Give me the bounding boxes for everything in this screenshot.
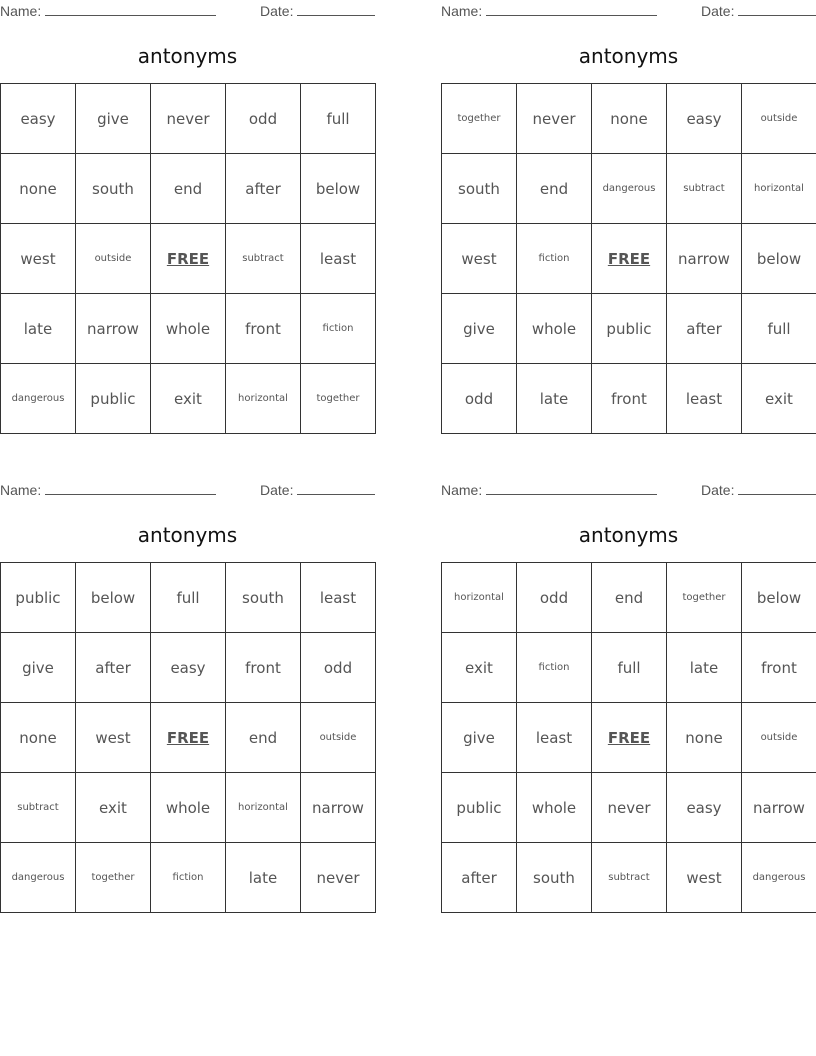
date-blank-line	[297, 482, 375, 495]
bingo-card	[0, 479, 375, 887]
word-cell: whole	[151, 294, 226, 364]
date-blank-line	[297, 3, 375, 16]
word-cell: subtract	[1, 773, 76, 843]
word-cell: horizontal	[442, 563, 517, 633]
word-cell: odd	[442, 364, 517, 434]
word-cell: below	[76, 563, 151, 633]
word-cell: front	[742, 633, 816, 703]
word-cell: front	[592, 364, 667, 434]
card-title: antonyms	[578, 523, 679, 547]
name-date-header	[441, 479, 816, 501]
name-field	[441, 482, 657, 498]
free-space-cell: FREE	[592, 224, 667, 294]
word-cell: south	[517, 843, 592, 913]
bingo-grid	[441, 562, 816, 913]
grid-row	[442, 224, 816, 294]
free-space-cell: FREE	[592, 703, 667, 773]
word-cell: horizontal	[742, 154, 816, 224]
word-cell: full	[592, 633, 667, 703]
name-blank-line	[45, 3, 216, 16]
word-cell: give	[442, 703, 517, 773]
word-cell: end	[226, 703, 301, 773]
word-cell: together	[76, 843, 151, 913]
grid-row	[442, 843, 816, 913]
word-cell: narrow	[301, 773, 376, 843]
card-title: antonyms	[137, 523, 238, 547]
word-cell: public	[442, 773, 517, 843]
name-label: Name:	[441, 3, 483, 19]
word-cell: odd	[517, 563, 592, 633]
word-cell: whole	[517, 773, 592, 843]
date-field	[260, 482, 375, 498]
word-cell: end	[517, 154, 592, 224]
word-cell: dangerous	[1, 843, 76, 913]
grid-row	[1, 633, 376, 703]
word-cell: late	[226, 843, 301, 913]
free-space-cell: FREE	[151, 703, 226, 773]
name-date-header	[441, 0, 816, 22]
date-label: Date:	[701, 482, 735, 498]
word-cell: none	[667, 703, 742, 773]
word-cell: full	[742, 294, 816, 364]
grid-row	[442, 154, 816, 224]
name-field	[0, 3, 216, 19]
word-cell: outside	[301, 703, 376, 773]
date-field	[701, 482, 816, 498]
word-cell: below	[301, 154, 376, 224]
date-label: Date:	[701, 3, 735, 19]
word-cell: fiction	[517, 224, 592, 294]
word-cell: odd	[301, 633, 376, 703]
name-label: Name:	[0, 482, 42, 498]
grid-row	[442, 633, 816, 703]
name-field	[0, 482, 216, 498]
word-cell: south	[442, 154, 517, 224]
word-cell: outside	[742, 84, 816, 154]
word-cell: horizontal	[226, 364, 301, 434]
grid-row	[1, 224, 376, 294]
grid-row	[442, 773, 816, 843]
word-cell: whole	[517, 294, 592, 364]
word-cell: late	[1, 294, 76, 364]
bingo-grid	[0, 83, 376, 434]
grid-row	[1, 364, 376, 434]
date-label: Date:	[260, 3, 294, 19]
word-cell: easy	[151, 633, 226, 703]
word-cell: narrow	[76, 294, 151, 364]
date-blank-line	[738, 3, 816, 16]
word-cell: easy	[667, 84, 742, 154]
card-title: antonyms	[578, 44, 679, 68]
word-cell: dangerous	[1, 364, 76, 434]
name-date-header	[0, 0, 375, 22]
word-cell: after	[76, 633, 151, 703]
word-cell: subtract	[667, 154, 742, 224]
word-cell: least	[301, 563, 376, 633]
grid-row	[1, 773, 376, 843]
word-cell: public	[592, 294, 667, 364]
word-cell: together	[442, 84, 517, 154]
word-cell: full	[301, 84, 376, 154]
word-cell: exit	[76, 773, 151, 843]
name-blank-line	[486, 482, 657, 495]
word-cell: front	[226, 633, 301, 703]
bingo-grid	[0, 562, 376, 913]
word-cell: end	[151, 154, 226, 224]
word-cell: exit	[442, 633, 517, 703]
word-cell: horizontal	[226, 773, 301, 843]
word-cell: public	[1, 563, 76, 633]
name-label: Name:	[0, 3, 42, 19]
bingo-card	[441, 479, 816, 887]
word-cell: least	[301, 224, 376, 294]
word-cell: never	[151, 84, 226, 154]
word-cell: fiction	[517, 633, 592, 703]
word-cell: west	[1, 224, 76, 294]
word-cell: easy	[667, 773, 742, 843]
word-cell: south	[226, 563, 301, 633]
bingo-card	[0, 0, 375, 408]
date-label: Date:	[260, 482, 294, 498]
word-cell: least	[667, 364, 742, 434]
word-cell: outside	[742, 703, 816, 773]
grid-row	[1, 563, 376, 633]
grid-row	[442, 294, 816, 364]
word-cell: none	[1, 154, 76, 224]
word-cell: together	[667, 563, 742, 633]
word-cell: whole	[151, 773, 226, 843]
grid-row	[442, 364, 816, 434]
word-cell: none	[592, 84, 667, 154]
word-cell: after	[442, 843, 517, 913]
word-cell: front	[226, 294, 301, 364]
grid-row	[442, 84, 816, 154]
word-cell: below	[742, 563, 816, 633]
word-cell: never	[592, 773, 667, 843]
word-cell: west	[76, 703, 151, 773]
grid-row	[1, 84, 376, 154]
grid-row	[1, 154, 376, 224]
free-space-cell: FREE	[151, 224, 226, 294]
word-cell: give	[1, 633, 76, 703]
word-cell: subtract	[592, 843, 667, 913]
grid-row	[442, 703, 816, 773]
word-cell: dangerous	[592, 154, 667, 224]
word-cell: after	[667, 294, 742, 364]
word-cell: none	[1, 703, 76, 773]
grid-row	[1, 294, 376, 364]
grid-row	[1, 703, 376, 773]
word-cell: easy	[1, 84, 76, 154]
date-blank-line	[738, 482, 816, 495]
word-cell: dangerous	[742, 843, 816, 913]
name-date-header	[0, 479, 375, 501]
word-cell: end	[592, 563, 667, 633]
word-cell: narrow	[742, 773, 816, 843]
word-cell: full	[151, 563, 226, 633]
word-cell: outside	[76, 224, 151, 294]
word-cell: exit	[151, 364, 226, 434]
grid-row	[442, 563, 816, 633]
word-cell: after	[226, 154, 301, 224]
word-cell: together	[301, 364, 376, 434]
word-cell: fiction	[151, 843, 226, 913]
word-cell: below	[742, 224, 816, 294]
word-cell: give	[76, 84, 151, 154]
name-label: Name:	[441, 482, 483, 498]
word-cell: never	[517, 84, 592, 154]
word-cell: late	[517, 364, 592, 434]
word-cell: public	[76, 364, 151, 434]
word-cell: narrow	[667, 224, 742, 294]
word-cell: late	[667, 633, 742, 703]
word-cell: fiction	[301, 294, 376, 364]
word-cell: west	[667, 843, 742, 913]
word-cell: odd	[226, 84, 301, 154]
word-cell: west	[442, 224, 517, 294]
word-cell: least	[517, 703, 592, 773]
name-blank-line	[486, 3, 657, 16]
grid-row	[1, 843, 376, 913]
word-cell: exit	[742, 364, 816, 434]
word-cell: south	[76, 154, 151, 224]
bingo-grid	[441, 83, 816, 434]
name-blank-line	[45, 482, 216, 495]
word-cell: give	[442, 294, 517, 364]
date-field	[260, 3, 375, 19]
name-field	[441, 3, 657, 19]
word-cell: never	[301, 843, 376, 913]
date-field	[701, 3, 816, 19]
word-cell: subtract	[226, 224, 301, 294]
bingo-card	[441, 0, 816, 408]
card-title: antonyms	[137, 44, 238, 68]
